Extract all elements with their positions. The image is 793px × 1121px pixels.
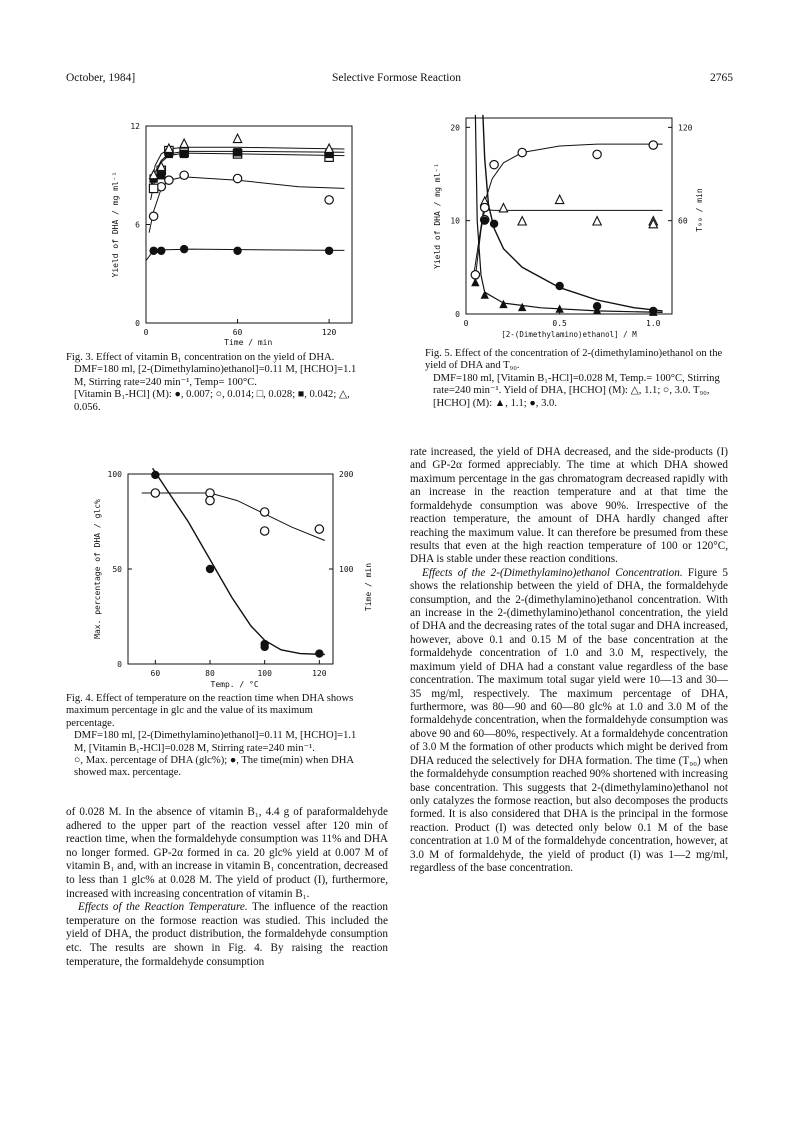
figure-4-caption-title: Fig. 4. Effect of temperature on the reaction time when DHA shows maximum percentage in glc and the value of its maximum percentage.	[66, 693, 354, 729]
data-point	[180, 171, 188, 179]
data-point	[151, 489, 159, 497]
y-tick-label: 0	[455, 310, 460, 319]
data-point	[481, 203, 489, 211]
data-point	[555, 195, 563, 203]
x-axis-title: Time / min	[224, 338, 273, 347]
data-point	[315, 649, 323, 657]
data-point	[157, 171, 165, 179]
figure-3-caption	[66, 352, 362, 414]
x-tick-label: 60	[232, 328, 243, 337]
y-tick-label: 0	[117, 660, 122, 669]
page-number: 2765	[710, 72, 733, 84]
y2-axis-title: T₉₀ / min	[695, 188, 704, 232]
data-point	[499, 204, 507, 212]
section-heading: Effects of the 2-(Dimethylamino)ethanol Concentration.	[422, 566, 683, 579]
figure-3-chart	[108, 118, 370, 346]
data-point	[593, 217, 601, 225]
data-point	[149, 184, 157, 192]
data-point	[518, 303, 526, 311]
fit-curve	[149, 177, 344, 233]
right-column-text	[410, 446, 728, 876]
y-tick-label: 100	[107, 470, 122, 479]
y2-tick-label: 100	[339, 565, 354, 574]
x-tick-label: 80	[205, 669, 215, 678]
paragraph	[66, 901, 388, 969]
data-point	[206, 565, 214, 573]
data-point	[593, 150, 601, 158]
y-tick-label: 20	[450, 123, 460, 133]
x-tick-label: 0	[143, 328, 149, 337]
data-point	[481, 216, 489, 224]
figure-3-caption-conditions: DMF=180 ml, [2-(Dimethylamino)ethanol]=0.11 M, [HCHO]=1.1 M, Stirring rate=240 min⁻¹, Temp= 100°C.	[74, 364, 357, 388]
x-tick-label: 0	[463, 319, 469, 328]
x-tick-label: 120	[312, 669, 327, 678]
left-column-text	[66, 806, 388, 969]
data-point	[315, 525, 323, 533]
y-axis-title: Yield of DHA / mg ml⁻¹	[111, 171, 120, 278]
data-point	[233, 134, 241, 142]
data-point	[518, 217, 526, 225]
x-axis-title: Temp. / °C	[210, 680, 259, 689]
fit-curve	[146, 249, 344, 261]
data-point	[325, 144, 333, 152]
plot-frame	[128, 474, 333, 664]
data-point	[206, 496, 214, 504]
running-header-left: October, 1984]	[66, 72, 136, 84]
x-tick-label: 60	[150, 669, 161, 678]
data-point	[518, 148, 526, 156]
y2-tick-label: 120	[678, 123, 693, 133]
data-point	[471, 278, 479, 286]
y-axis-title: Max. percentage of DHA / glc%	[93, 499, 102, 639]
paragraph-text: Figure 5 shows the relationship between the yield of DHA, the formaldehyde consumption, and the 2-(dimethylamino)ethanol concentration. With an increase in the 2-(dimethylamino)ethanol concentration, the yield of DHA and the decreasing rates of the total sugar and DHA increased, however, above 0.1 and 0.15 M of the base concentration at the formaldehyde concentration of 1.0 and 3.0 M, respectively, the maximum yield of DHA had a constant value regardless of the base concentration. The maximum total sugar yield were 10—13 and 30—35 mg/ml, respectively. The maximum percentage of DHA, furthermore, was 80—90 and 60—80 glc% at 1.0 and 3.0 M of the formaldehyde concentration, when the formaldehyde consumption was above 90 and 60—80%, respectively. At a formaldehyde concentration of 3.0 M the formation of other products which might be derived from DHA reduced the selectively for DHA formation. The time (T₉₀) when the formaldehyde consumption reached 90% shortened with increasing base concentration. This suggests that 2-(dimethylamino)ethanol not only catalyzes the formose reaction, but also decomposes the products formed. It is also considered that DHA is the principal in the formose reaction. Product (I) was detected only below 0.1 M of the base concentration at 1.0 M of the formaldehyde concentration, however, at 3.0 M of formaldehyde, the yield of product (I) was 1—2 mg/ml, regardless of the base concentration.	[410, 566, 728, 875]
section-heading: Effects of the Reaction Temperature.	[78, 901, 248, 914]
data-point	[233, 247, 241, 255]
data-point	[490, 220, 498, 228]
x-tick-label: 120	[321, 328, 337, 337]
running-header-title: Selective Formose Reaction	[331, 72, 462, 84]
x-tick-label: 1.0	[646, 319, 661, 328]
y-tick-label: 12	[130, 122, 140, 131]
data-point	[149, 247, 157, 255]
fit-curve	[142, 493, 325, 541]
data-point	[260, 527, 268, 535]
x-axis-title: [2-(Dimethylamino)ethanol] / M	[501, 330, 637, 339]
figure-3-caption-legend: [Vitamin B₁-HCl] (M): ●, 0.007; ○, 0.014; □, 0.028; ■, 0.042; △, 0.056.	[74, 389, 350, 413]
x-tick-label: 100	[257, 669, 272, 678]
figure-5-caption-conditions: DMF=180 ml, [Vitamin B₁-HCl]=0.028 M, Temp.= 100°C, Stirring rate=240 min⁻¹. Yield of DHA, [HCHO] (M): △, 1.1; ○, 3.0. T₉₀, [HCHO] (M): ▲, 1.1; ●, 3.0.	[433, 372, 720, 409]
data-point	[471, 271, 479, 279]
data-point	[555, 282, 563, 290]
data-point	[325, 247, 333, 255]
figure-5-caption-title: Fig. 5. Effect of the concentration of 2-(dimethylamino)ethanol on the yield of DHA and T₉₀.	[425, 348, 723, 372]
data-point	[157, 247, 165, 255]
figure-3-caption-title: Fig. 3. Effect of vitamin B₁ concentration on the yield of DHA.	[66, 352, 335, 363]
data-point	[180, 139, 188, 147]
data-point	[490, 160, 498, 168]
y2-tick-label: 200	[339, 470, 354, 479]
figure-4-caption	[66, 693, 362, 780]
y-axis-title: Yield of DHA / mg ml⁻¹	[433, 163, 442, 269]
figure-4-caption-legend: ○, Max. percentage of DHA (glc%); ●, The time(min) when DHA showed max. percentage.	[74, 755, 354, 779]
data-point	[233, 174, 241, 182]
figure-5-chart	[430, 110, 710, 342]
figure-5-caption	[425, 348, 725, 410]
x-tick-label: 0.5	[552, 319, 567, 328]
data-point	[165, 176, 173, 184]
data-point	[149, 212, 157, 220]
data-point	[649, 307, 657, 315]
data-point	[180, 150, 188, 158]
fit-curve	[475, 210, 662, 277]
figure-4-chart	[88, 462, 378, 687]
paragraph: of 0.028 M. In the absence of vitamin B₁, 4.4 g of paraformaldehyde adhered to the upper part of the reaction vessel after 120 min of reaction time, when the formaldehyde consumption was 11% and DHA no longer formed. GP-2α formed in ca. 20 glc% yield at 0.007 M of vitamin B₁ and, with an increase in vitamin B₁ concentration, decreased to less than 1 glc% at 0.028 M. The yield of product (I), furthermore, increased with increasing concentration of vitamin B₁.	[66, 806, 388, 900]
data-point	[233, 148, 241, 156]
y-tick-label: 50	[112, 565, 122, 574]
data-point	[260, 643, 268, 651]
data-point	[649, 141, 657, 149]
data-point	[593, 302, 601, 310]
y-tick-label: 6	[135, 220, 140, 230]
y-tick-label: 10	[450, 216, 460, 226]
data-point	[151, 471, 159, 479]
paragraph-text: The influence of the reaction temperature on the formose reaction was studied. This included the yield of DHA, the product distribution, the formaldehyde consumption etc. The results are shown in Fig. 4. By raising the reaction temperature, the formaldehyde consumption	[66, 901, 388, 968]
paragraph	[410, 567, 728, 876]
fit-curve	[151, 151, 345, 191]
figure-4-caption-conditions: DMF=180 ml, [2-(Dimethylamino)ethanol]=0.11 M, [HCHO]=1.1 M, [Vitamin B₁-HCl]=0.028 M, Stirring rate=240 min⁻¹.	[74, 730, 357, 754]
fit-curve	[153, 468, 325, 654]
y-tick-label: 0	[135, 319, 140, 328]
data-point	[325, 196, 333, 204]
y2-tick-label: 60	[678, 216, 688, 226]
data-point	[180, 245, 188, 253]
y2-axis-title: Time / min	[364, 562, 373, 612]
plot-frame	[466, 118, 672, 314]
data-point	[260, 508, 268, 516]
paragraph: rate increased, the yield of DHA decreased, and the side-products (I) and GP-2α formed appreciably. The time at which DHA showed maximum percentage in the gas chromatogram decreased rapidly with an increase in the reaction temperature and at that time the formaldehyde consumption was above 90%. Irrespective of the reaction temperature, the amount of DHA hardly changed after reaching the maximum value. It can therefore be presumed from these results that even at the high reaction temperature of 100 or 120°C, DHA is stable under these reaction conditions.	[410, 446, 728, 566]
